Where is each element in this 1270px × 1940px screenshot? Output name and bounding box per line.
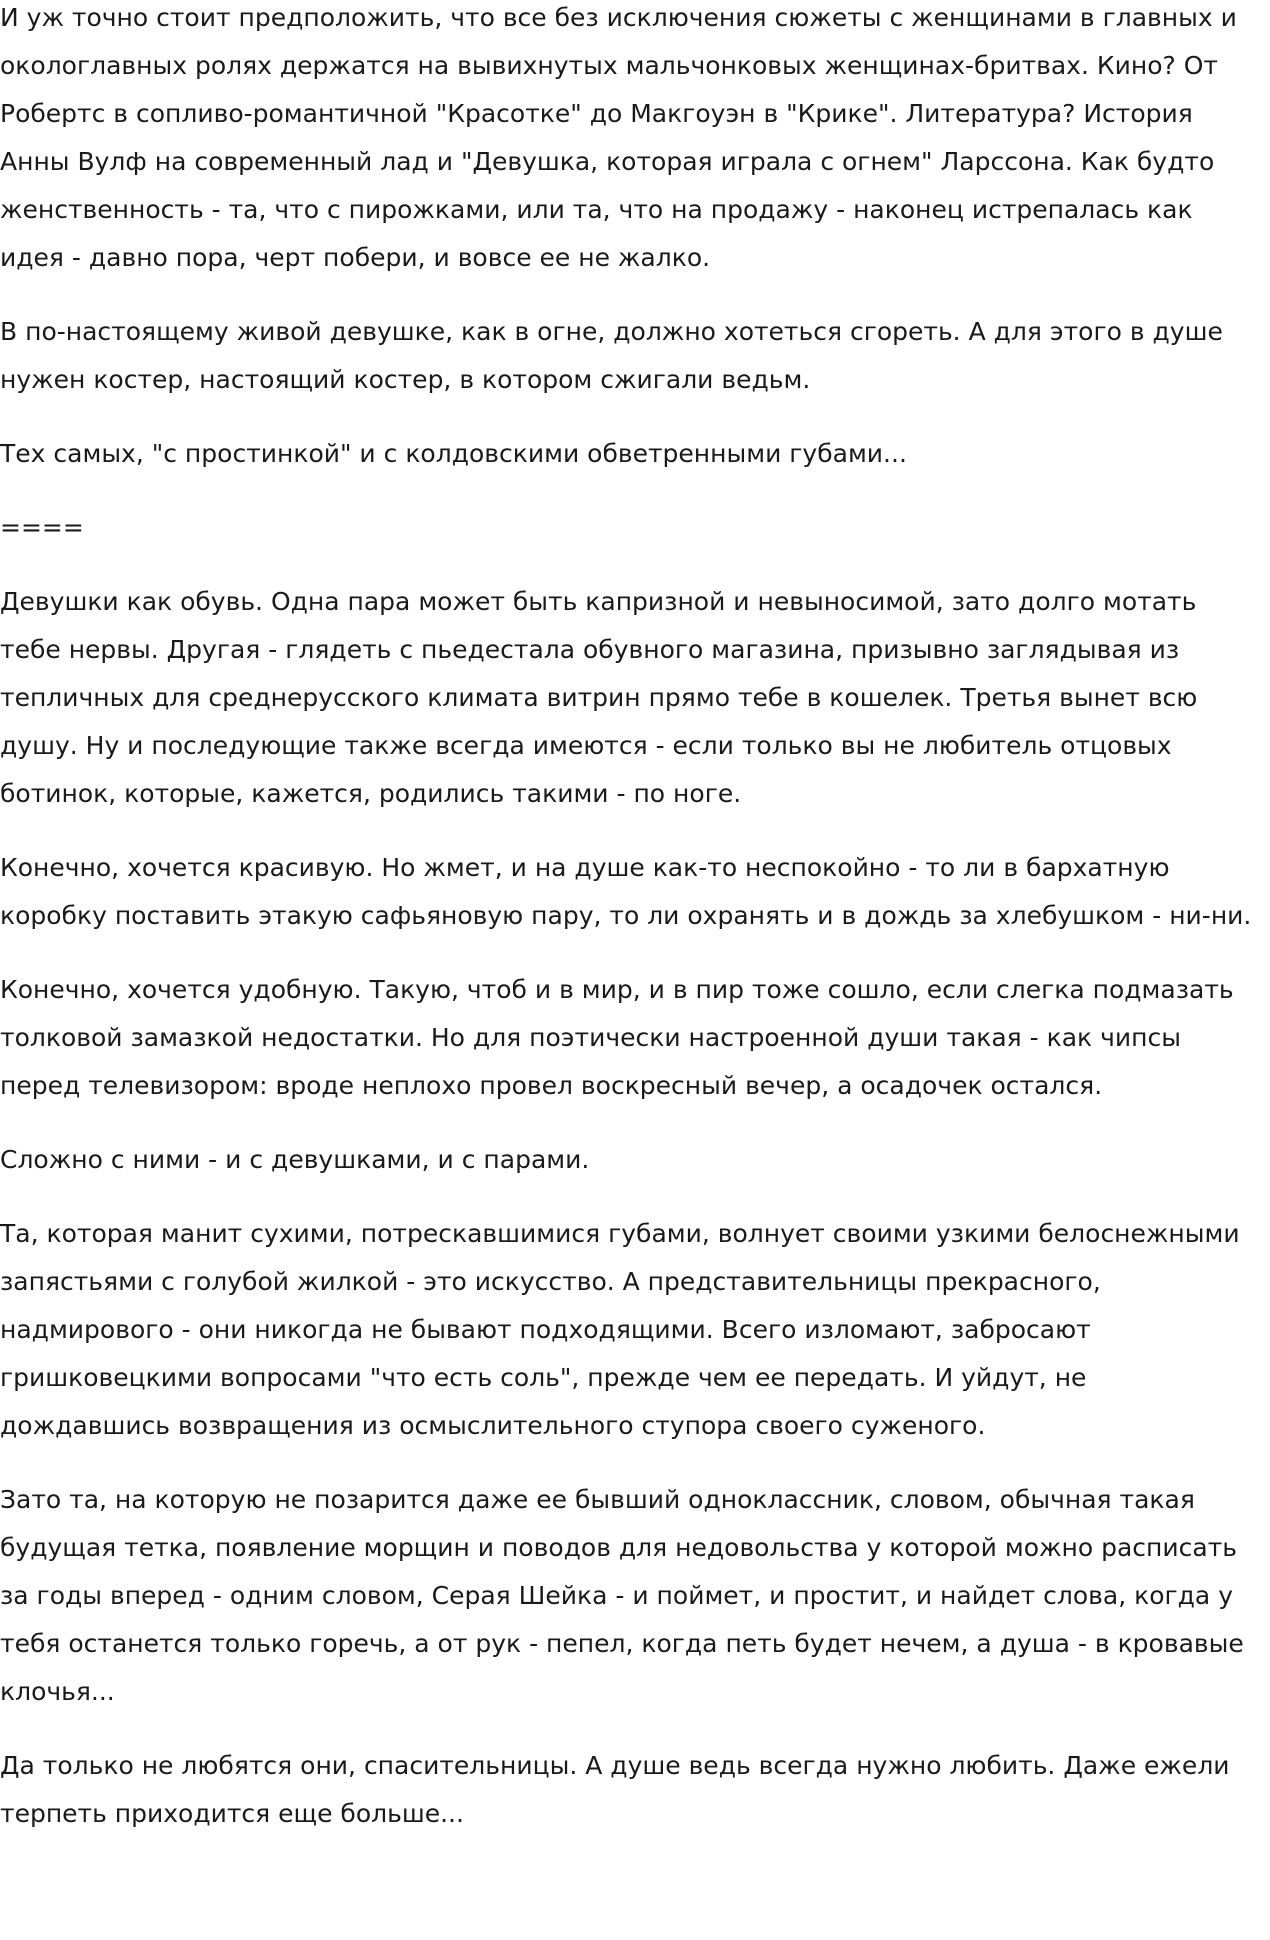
paragraph: Девушки как обувь. Одна пара может быть капризной и невыносимой, зато долго мотать тебе нервы. Другая - глядеть с пьедестала обувного магазина, призывно заглядывая из тепличных для среднерусского климата витрин прямо тебе в кошелек. Третья вынет всю душу. Ну и последующие также всегда имеются - если только вы не любитель отцовых ботинок, которые, кажется, родились такими - по ноге. <box>0 587 1198 808</box>
paragraph: Конечно, хочется удобную. Такую, чтоб и в мир, и в пир тоже сошло, если слегка подмазать толковой замазкой недостатки. Но для поэтически настроенной души такая - как чипсы перед телевизором: вроде неплохо провел воскресный вечер, а осадочек остался. <box>0 975 1234 1100</box>
section-separator: ==== <box>0 513 84 542</box>
paragraph: Та, которая манит сухими, потрескавшимися губами, волнует своими узкими белоснежными запястьями с голубой жилкой - это искусство. А представительницы прекрасного, надмирового - они никогда не бывают подходящими. Всего изломают, забросают гришковецкими вопросами "что есть соль", прежде чем ее передать. И уйдут, не дождавшись возвращения из осмыслительного ступора своего суженого. <box>0 1219 1240 1440</box>
paragraph: Да только не любятся они, спасительницы. А душе ведь всегда нужно любить. Даже ежели терпеть приходится еще больше... <box>0 1751 1230 1828</box>
paragraph: Конечно, хочется красивую. Но жмет, и на душе как-то неспокойно - то ли в бархатную коробку поставить этакую сафьяновую пару, то ли охранять и в дождь за хлебушком - ни-ни. <box>0 853 1252 930</box>
paragraph: В по-настоящему живой девушке, как в огне, должно хотеться сгореть. А для этого в душе нужен костер, настоящий костер, в котором сжигали ведьм. <box>0 317 1223 394</box>
paragraph: Зато та, на которую не позарится даже ее бывший одноклассник, словом, обычная такая будущая тетка, появление морщин и поводов для недовольства у которой можно расписать за годы вперед - одним словом, Серая Шейка - и поймет, и простит, и найдет слова, когда у тебя останется только горечь, а от рук - пепел, когда петь будет нечем, а душа - в кровавые клочья... <box>0 1485 1244 1706</box>
paragraph: И уж точно стоит предположить, что все без исключения сюжеты с женщинами в главных и окологлавных ролях держатся на вывихнутых мальчонковых женщинах-бритвах. Кино? От Робертс в сопливо-романтичной "Красотке" до Макгоуэн в "Крике". Литература? История Анны Вулф на современный лад и "Девушка, которая играла с огнем" Ларссона. Как будто женственность - та, что с пирожками, или та, что на продажу - наконец истрепалась как идея - давно пора, черт побери, и вовсе ее не жалко. <box>0 3 1237 272</box>
paragraph: Тех самых, "с простинкой" и с колдовскими обветренными губами... <box>0 439 907 468</box>
paragraph: Сложно с ними - и с девушками, и с парами. <box>0 1145 590 1174</box>
